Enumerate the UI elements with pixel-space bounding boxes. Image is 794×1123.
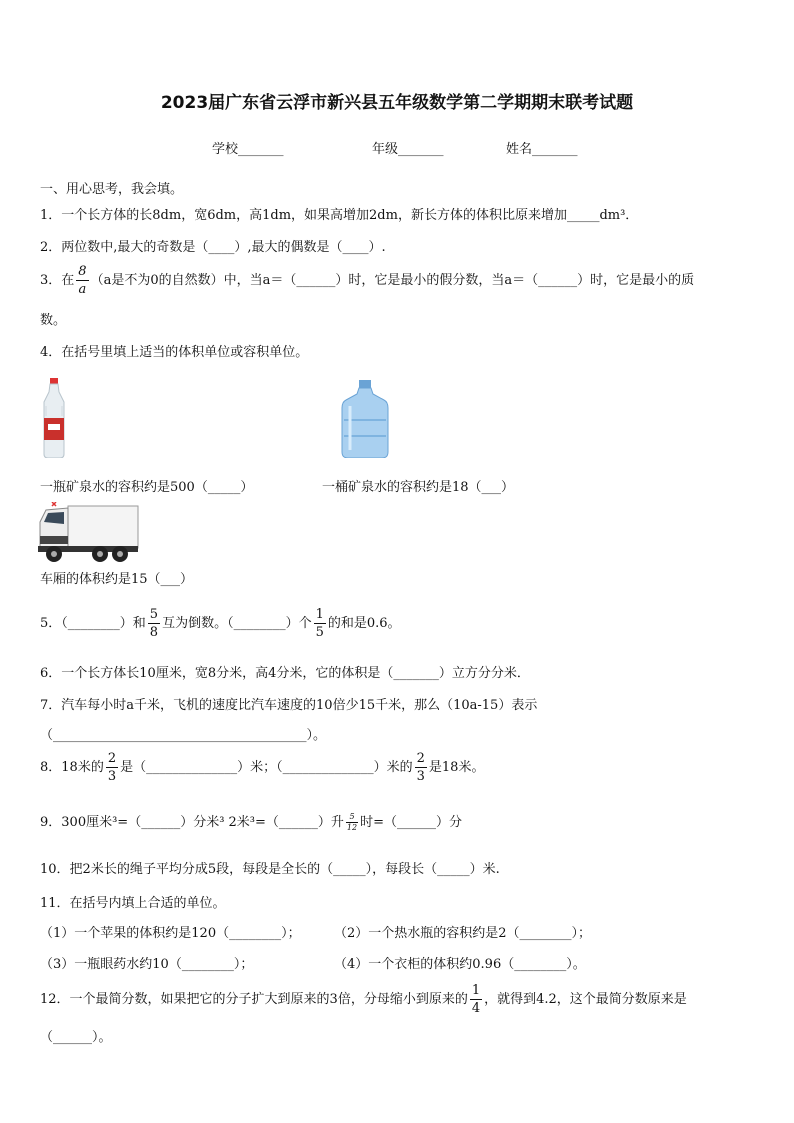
question-8: 8．18米的 $\frac{2}{3}$ 是（______________）米；（______________）米的 $\frac{2}{3}$ 是18米。 xyxy=(40,751,485,784)
question-12: 12．一个最简分数，如果把它的分子扩大到原来的3倍，分母缩小到原来的 $\frac{1}{4}$ ，就得到4.2，这个最简分数原来是 xyxy=(40,983,687,1016)
question-7-line2: （_______________________________________）。 xyxy=(40,728,327,743)
page-title: 2023届广东省云浮市新兴县五年级数学第二学期期末联考试题 xyxy=(160,93,634,113)
grade-field: 年级_______ xyxy=(372,142,444,157)
water-bottle-image xyxy=(40,378,68,458)
question-11-item-1: （1）一个苹果的体积约是120（________）； xyxy=(40,926,301,941)
fraction: $\frac{8}{a}$ xyxy=(78,264,87,297)
question-11-item-3: （3）一瓶眼药水约10（________）； xyxy=(40,957,254,972)
fraction: $\frac{2}{3}$ xyxy=(416,751,425,784)
question-12-line2: （______）。 xyxy=(40,1030,112,1045)
question-4: 4．在括号里填上适当的体积单位或容积单位。 xyxy=(40,345,309,360)
question-7: 7．汽车每小时a千米，飞机的速度比汽车速度的10倍少15千米，那么（10a-15）表示 xyxy=(40,698,538,713)
fraction: $\frac{1}{5}$ xyxy=(315,607,324,640)
fraction: $\frac{1}{4}$ xyxy=(471,983,481,1016)
school-field: 学校_______ xyxy=(212,142,284,157)
truck-question: 车厢的体积约是15（___） xyxy=(40,572,194,587)
section-heading: 一、用心思考，我会填。 xyxy=(40,182,184,197)
water-bucket-image xyxy=(340,380,390,458)
question-11: 11．在括号内填上合适的单位。 xyxy=(40,896,226,911)
bottle-question: 一瓶矿泉水的容积约是500（_____） xyxy=(40,480,254,495)
question-9: 9．300厘米³=（______）分米³ 2米³=（______）升 $\frac{5}{12}$ 时=（______）分 xyxy=(40,812,463,832)
truck-image xyxy=(38,502,140,564)
bucket-question: 一桶矿泉水的容积约是18（___） xyxy=(322,480,515,495)
question-3: 3．在 $\frac{8}{a}$ （a是不为0的自然数）中，当a＝（______）时，它是最小的假分数，当a＝（______）时，它是最小的质 xyxy=(40,264,695,297)
question-11-item-2: （2）一个热水瓶的容积约是2（________）； xyxy=(334,926,592,941)
question-2: 2．两位数中,最大的奇数是（____）,最大的偶数是（____）. xyxy=(40,240,386,255)
question-3-line2: 数。 xyxy=(40,313,67,328)
fraction: $\frac{2}{3}$ xyxy=(107,751,117,784)
question-1: 1．一个长方体的长8dm，宽6dm，高1dm，如果高增加2dm，新长方体的体积比原来增加_____dm³． xyxy=(40,208,639,223)
question-10: 10．把2米长的绳子平均分成5段，每段是全长的（_____），每段长（_____）米. xyxy=(40,862,500,877)
question-6: 6．一个长方体长10厘米，宽8分米，高4分米，它的体积是（_______）立方分分米． xyxy=(40,666,530,681)
question-5: 5．（________）和 $\frac{5}{8}$ 互为倒数。（________）个 $\frac{1}{5}$ 的和是0.6。 xyxy=(40,607,401,640)
fraction: $\frac{5}{12}$ xyxy=(346,812,358,832)
question-11-item-4: （4）一个衣柜的体积约0.96（________）。 xyxy=(334,957,586,972)
name-field: 姓名_______ xyxy=(506,142,578,157)
fraction: $\frac{5}{8}$ xyxy=(149,607,159,640)
